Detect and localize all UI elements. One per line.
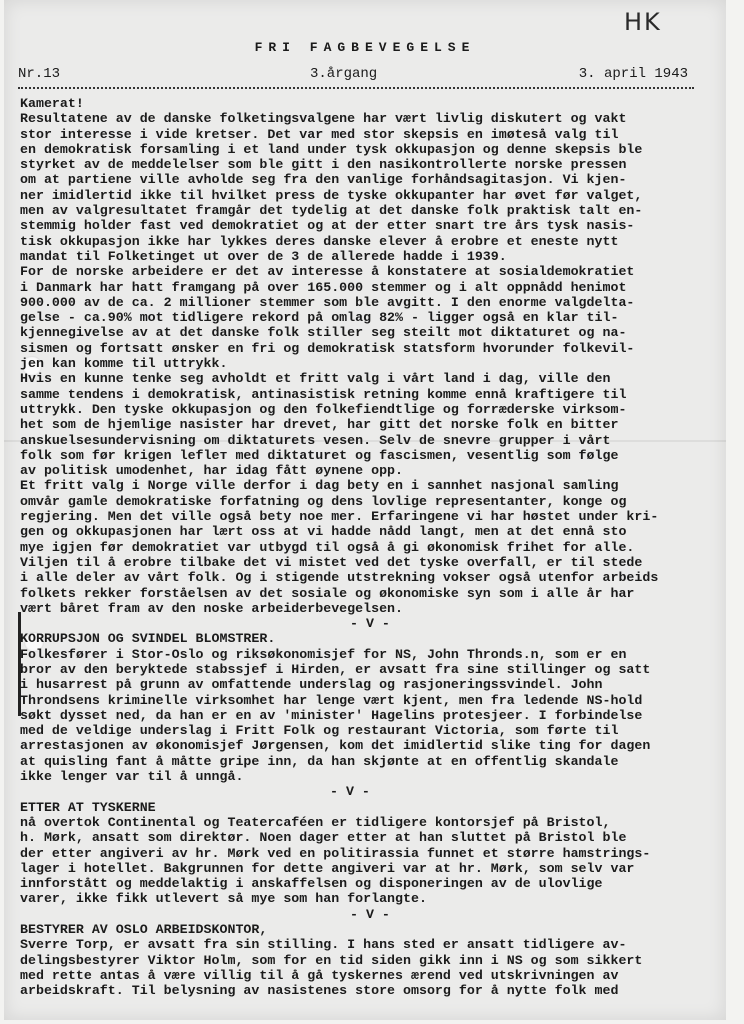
text-line: delingsbestyrer Viktor Holm, som for en tid siden gikk inn i NS og som sikkert bbox=[20, 952, 643, 968]
text-line: med rette antas å være villig til å gå tyskernes ærend ved utskrivningen av bbox=[20, 967, 619, 983]
text-line: Hvis en kunne tenke seg avholdt et fritt valg i vårt land i dag, ville den bbox=[20, 371, 611, 387]
text-line: jen kan komme til uttrykk. bbox=[20, 356, 228, 372]
text-line: varer, ikke fikk utlevert så mye som han forlangte. bbox=[20, 891, 427, 907]
text-line: h. Mørk, ansatt som direktør. Noen dager etter at han sluttet på Bristol ble bbox=[20, 830, 627, 846]
text-line: om at partiene ville avholde seg fra den vanlige forhåndsagitasjon. Vi kjen- bbox=[20, 172, 627, 188]
text-line: 900.000 av de ca. 2 millioner stemmer som ble avgitt. I den enorme valgdelta- bbox=[20, 294, 635, 310]
document-body bbox=[20, 96, 720, 999]
section-separator: - V - bbox=[330, 784, 370, 800]
text-line: anskuelsesundervisning om diktaturets vesen. Selv de snevre grupper i vårt bbox=[20, 432, 611, 448]
issue-line bbox=[18, 66, 698, 84]
text-line: Et fritt valg i Norge ville derfor i dag bety en i sannhet nasjonal samling bbox=[20, 478, 619, 494]
text-line: vært båret fram av den noske arbeiderbevegelsen. bbox=[20, 600, 404, 616]
section-heading: ETTER AT TYSKERNE bbox=[20, 799, 156, 815]
text-line: en demokratisk forsamling i et land under tysk okkupasjon og denne skepsis ble bbox=[20, 141, 643, 157]
text-line: omvår gamle demokratiske forfatning og dens lovlige representanter, konge og bbox=[20, 493, 627, 509]
text-line: styrket av de meddelelser som ble gitt i den nasikontrollerte norske pressen bbox=[20, 157, 627, 173]
text-line: folkets rekker forståelsen av det sosiale og økonomiske syn som i alle år har bbox=[20, 585, 635, 601]
section-labour-office bbox=[20, 937, 720, 998]
text-line: tisk okkupasjon ikke har lykkes deres danske elever å erobre et eneste nytt bbox=[20, 233, 619, 249]
section-separator: - V - bbox=[350, 906, 390, 922]
text-line: gelse - ca.90% mot tidligere rekord på omlag 82% - ligger også en klar til- bbox=[20, 310, 619, 326]
issue-date: 3. april 1943 bbox=[578, 66, 688, 82]
text-line: gen og okkupasjonen har lært oss at vi hadde nådd langt, men at det ennå sto bbox=[20, 524, 627, 540]
text-line: mandat til Folketinget ut over de 3 de allerede hadde i 1939. bbox=[20, 248, 507, 264]
text-line: søkt dysset ned, da han er en av 'minister' Hagelins protesjeer. I forbindelse bbox=[20, 707, 643, 723]
text-line: bror av den beryktede stabssjef i Hirden, er avsatt fra sine stillinger og satt bbox=[20, 661, 651, 677]
issue-number: Nr.13 bbox=[18, 66, 61, 82]
text-line: med de veldige underslag i Fritt Folk og restaurant Victoria, som førte til bbox=[20, 723, 619, 739]
text-line: Folkesfører i Stor-Oslo og riksøkonomisjef for NS, John Thronds.n, som er en bbox=[20, 646, 627, 662]
text-line: ner imidlertid ikke til hvilket press de tyske okkupanter har øvet før valget, bbox=[20, 187, 643, 203]
text-line: nå overtok Continental og Teatercaféen er tidligere kontorsjef på Bristol, bbox=[20, 814, 611, 830]
document-page bbox=[4, 0, 726, 1020]
text-line: lager i hotellet. Bakgrunnen for dette angiveri var at hr. Mørk, som selv var bbox=[20, 860, 635, 876]
text-line: men av valgresultatet framgår det tydelig at det danske folk praktisk talt en- bbox=[20, 203, 643, 219]
text-line: samme tendens i demokratisk, antinasistisk retning komme ennå kraftigere til bbox=[20, 386, 627, 402]
section-corruption bbox=[20, 647, 720, 785]
text-line: folk som før krigen lefleт med diktaturet og fascismen, vesentlig som følge bbox=[20, 447, 619, 463]
page-title: FRI FAGBEVEGELSE bbox=[254, 40, 476, 55]
text-line: i husarrest på grunn av omfattende underslag og rasjoneringssvindel. John bbox=[20, 677, 603, 693]
text-line: kjennegivelse av at det danske folk stiller seg steilt mot diktaturet og na- bbox=[20, 325, 627, 341]
handwritten-initials: HK bbox=[624, 8, 662, 36]
text-line: het som de hjemlige nasister har drevet, har gitt det norske folk en bitter bbox=[20, 417, 619, 433]
issue-year: 3.årgang bbox=[310, 66, 378, 82]
text-line: mye igjen før demokratiet var utbygd til også å gi økonomisk frihet for alle. bbox=[20, 539, 635, 555]
text-line: der etter angiveri av hr. Mørk ved en politirassia funnet et større hamstrings- bbox=[20, 845, 651, 861]
text-line: av politisk umodenhet, har idag fått øynene opp. bbox=[20, 463, 404, 479]
text-line: Throndsens kriminelle virksomhet har lenge vært kjent, men fra ledende NS-hold bbox=[20, 692, 643, 708]
text-line: innforstått og meddelaktig i anskaffelsen og disponeringen av de ulovlige bbox=[20, 876, 603, 892]
text-line: Viljen til å erobre tilbake det vi mistet ved det tyske overfall, er til stede bbox=[20, 554, 643, 570]
section-hotel bbox=[20, 815, 720, 907]
text-line: ikke lenger var til å unngå. bbox=[20, 769, 244, 785]
section-heading: BESTYRER AV OSLO ARBEIDSKONTOR, bbox=[20, 922, 268, 938]
text-line: at quisling fant å måtte gripe inn, da han skjønte at en offentlig skandale bbox=[20, 753, 619, 769]
text-line: Resultatene av de danske folketingsvalgene har vært livlig diskutert og vakt bbox=[20, 111, 627, 127]
section-separator: - V - bbox=[350, 616, 390, 632]
text-line: sismen og fortsatt ønsker en fri og demokratisk statsform hvorunder folkevil- bbox=[20, 340, 635, 356]
text-line: Sverre Torp, er avsatt fra sin stilling. I hans sted er ansatt tidligere av- bbox=[20, 937, 627, 953]
text-line: regjering. Men det ville også bety noe mer. Erfaringene vi har høstet under kri- bbox=[20, 509, 659, 525]
text-line: i Danmark har hatt framgang på over 165.000 stemmer og i alt oppnådd henimot bbox=[20, 279, 627, 295]
text-line: i alle deler av vårt folk. Og i stigende utstrekning vokser også utenfor arbeids bbox=[20, 570, 659, 586]
section-heading: KORRUPSJON OG SVINDEL BLOMSTRER. bbox=[20, 631, 276, 647]
text-line: arrestasjonen av økonomisjef Jørgensen, kom det imidlertid slike ting for dagen bbox=[20, 738, 651, 754]
text-line: stemmig holder fast ved demokratiet og at der etter snart tre års tysk nasis- bbox=[20, 218, 635, 234]
text-line: stor interesse i vide kretser. Det var med stor skepsis en imøteså valg til bbox=[20, 126, 619, 142]
text-line: uttrykk. Den tyske okkupasjon og den folkefiendtlige og forræderske virksom- bbox=[20, 401, 627, 417]
salutation: Kamerat! bbox=[20, 96, 84, 111]
section-danish-elections bbox=[20, 111, 720, 616]
text-line: For de norske arbeidere er det av interesse å konstatere at sosialdemokratiet bbox=[20, 264, 635, 280]
dotted-rule bbox=[18, 84, 694, 89]
text-line: arbeidskraft. Til belysning av nasistenes store omsorg for å nytte folk med bbox=[20, 983, 619, 999]
